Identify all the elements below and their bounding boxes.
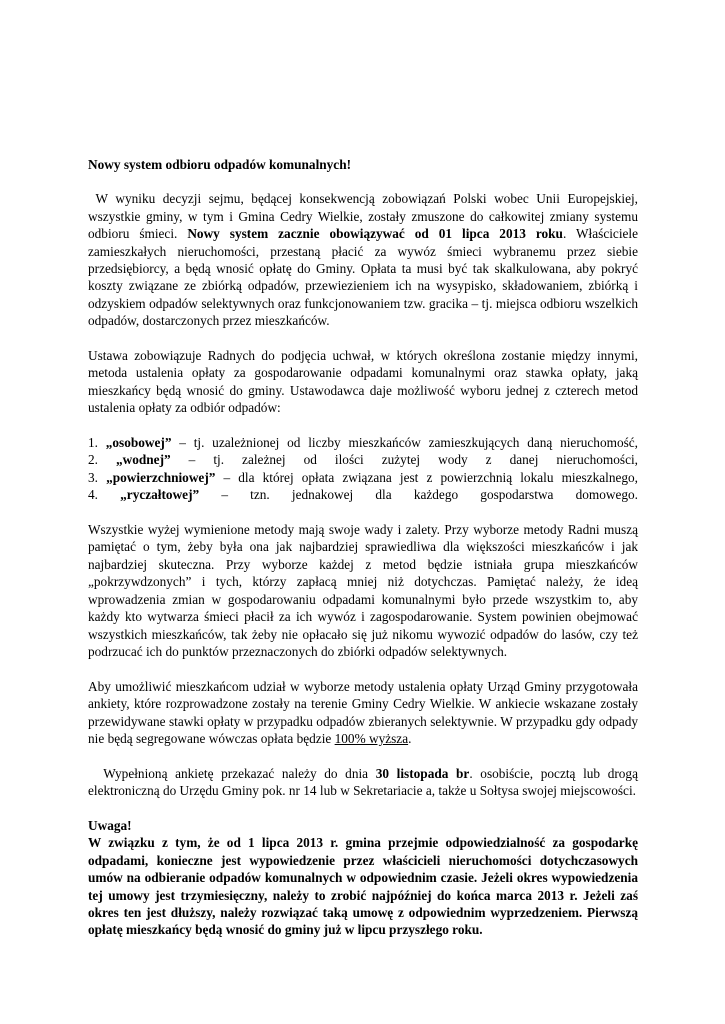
- paragraph-intro-text-2: . Właściciele zamieszkałych nieruchomości, przestaną płacić za wywóz śmieci wybranemu przez siebie przedsiębiorcy, a będą wnosić opłatę do Gminy. Opłata ta musi być tak skalkulowana, aby pokryć koszty związane ze zbiórką odpadów, przewiezieniem ich na wysypisko, składowaniem, zbiórką i odzyskiem odpadów selektywnych oraz funkcjonowaniem tzw. gracika – tj. miejsca odbioru wszelkich odpadów, dostarczonych przez mieszkańców.: [88, 226, 639, 329]
- paragraph-intro-text-1: W wyniku decyzji sejmu, będącej konsekwencją zobowiązań Polski wobec Unii Europejskiej, wszystkie gminy, w tym i Gmina Cedry Wielkie, zostały zmuszone do całkowitej zmiany systemu odbioru śmieci.: [88, 191, 638, 242]
- warning-text: W związku z tym, że od 1 lipca 2013 r. gmina przejmie odpowiedzialność za gospodarkę odpadami, konieczne jest wypowiedzenie przez właścicieli nieruchomości dotychczasowych umów na odbieranie odpadów komunalnych w odpowiednim czasie. Jeżeli okres wypowiedzenia tej umowy jest trzymiesięczny, należy to zrobić najpóźniej do końca marca 2013 r. Jeżeli zaś okres ten jest dłuższy, należy rozwiązać taką umowę z odpowiednim wyprzedzeniem. Pierwszą opłatę mieszkańcy będą wnosić do gminy już w lipcu przyszłego roku.: [88, 835, 638, 938]
- method-item: [88, 451, 638, 468]
- paragraph-deadline: [88, 765, 638, 800]
- document-body: [88, 156, 638, 939]
- warning-heading: Uwaga!: [88, 817, 132, 833]
- method-item: [88, 486, 638, 503]
- method-number: 2.: [88, 452, 116, 468]
- paragraph-survey: [88, 678, 638, 748]
- method-name: „ryczałtowej”: [120, 487, 200, 503]
- method-number: 4.: [88, 487, 121, 503]
- document-title: Nowy system odbioru odpadów komunalnych!: [88, 157, 352, 172]
- method-description: – tj. uzależnionej od liczby mieszkańców zamieszkujących daną nieruchomość,: [171, 435, 638, 451]
- method-number: 1.: [88, 435, 106, 451]
- paragraph-deadline-text-1: Wypełnioną ankietę przekazać należy do dnia: [103, 765, 376, 781]
- paragraph-deadline-text-2: . osobiście, pocztą lub drogą elektroniczną do Urzędu Gminy pok. nr 14 lub w Sekretariacie a, także u Sołtysa swojej miejscowości.: [88, 765, 638, 799]
- method-description: – tj. zależnej od ilości zużytej wody z danej nieruchomości,: [170, 452, 638, 468]
- paragraph-intro: [88, 190, 638, 329]
- method-name: „osobowej”: [105, 435, 172, 451]
- paragraph-law: Ustawa zobowiązuje Radnych do podjęcia uchwał, w których określona zostanie między innymi, metoda ustalenia opłaty za gospodarowanie odpadami komunalnymi oraz stawka opłaty, jaką mieszkańcy będą wnosić do gminy. Ustawodawca daje możliwość wyboru jednej z czterech metod ustalenia opłaty za odbiór odpadów:: [88, 348, 638, 416]
- method-item: [88, 469, 638, 486]
- paragraph-intro-start-date: Nowy system zacznie obowiązywać od 01 lipca 2013 roku: [187, 226, 563, 242]
- method-item: [88, 434, 638, 451]
- method-name: „powierzchniowej”: [106, 469, 216, 485]
- method-name: „wodnej”: [115, 452, 171, 468]
- methods-list: [88, 434, 638, 504]
- warning-section: [88, 817, 638, 939]
- method-description: – tzn. jednakowej dla każdego gospodarstwa domowego.: [199, 487, 639, 503]
- paragraph-deadline-date: 30 listopada br: [375, 765, 470, 781]
- paragraph-survey-higher-fee: 100% wyższa: [334, 730, 409, 746]
- paragraph-methods-discussion: Wszystkie wyżej wymienione metody mają swoje wady i zalety. Przy wyborze metody Radni muszą pamiętać o tym, żeby była ona jak najbardziej sprawiedliwa dla większości mieszkańców i jak najbardziej skuteczna. Przy wyborze każdej z metod będzie istniała grupa mieszkańców „pokrzywdzonych” i tych, którzy zapłacą mniej niż dotychczas. Pamiętać należy, że ideą wprowadzenia zmian w gospodarowaniu odpadami komunalnymi było przede wszystkim to, aby każdy kto wytwarza śmieci płacił za ich wywóz i zagospodarowanie. System powinien obejmować wszystkich mieszkańców, tak żeby nie opłacało się już nikomu wywozić odpadów do lasów, czy też podrzucać ich do punktów przeznaczonych do zbiórki odpadów selektywnych.: [88, 522, 638, 659]
- paragraph-survey-text-2: .: [408, 730, 412, 746]
- method-number: 3.: [88, 469, 107, 485]
- method-description: – dla której opłata związana jest z powierzchnią lokalu mieszkalnego,: [215, 469, 639, 485]
- paragraph-survey-text-1: Aby umożliwić mieszkańcom udział w wyborze metody ustalenia opłaty Urząd Gminy przygotowała ankiety, które rozprowadzone zostały na terenie Gminy Cedry Wielkie. W ankiecie wskazane zostały przewidywane stawki opłaty w przypadku odpadów zbieranych selektywnie. W przypadku gdy odpady nie będą segregowane wówczas opłata będzie: [88, 678, 638, 746]
